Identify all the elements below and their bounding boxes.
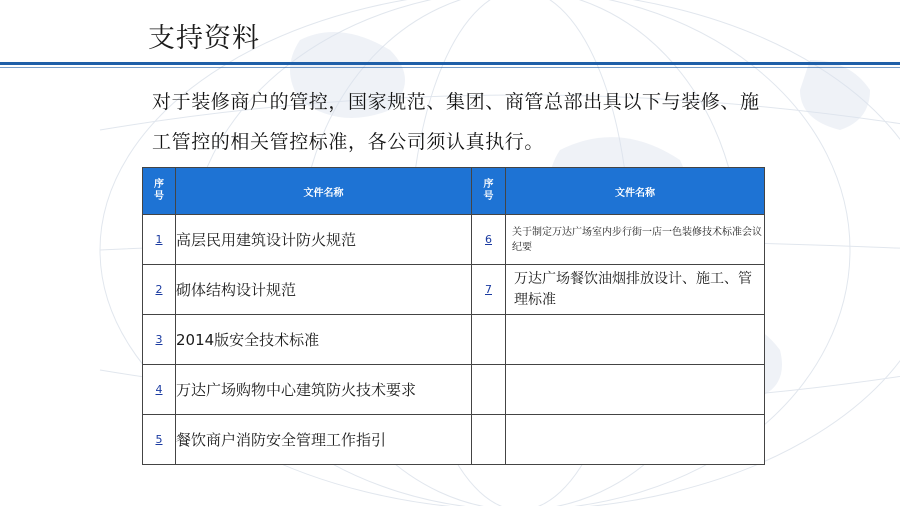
doc-name-cell: 高层民用建筑设计防火规范 (176, 215, 472, 265)
intro-paragraph: 对于装修商户的管控，国家规范、集团、商管总部出具以下与装修、施工管控的相关管控标准，各公司须认真执行。 (152, 91, 760, 153)
table-header-row (143, 168, 765, 215)
title-divider (0, 62, 900, 65)
header-name-right: 文件名称 (506, 168, 765, 215)
doc-link-4[interactable]: 4 (155, 383, 163, 396)
doc-link-2[interactable]: 2 (155, 283, 163, 296)
row-number-cell (143, 415, 176, 465)
doc-name-cell: 砌体结构设计规范 (176, 265, 472, 315)
header-serial-right-text: 序 号 (483, 179, 494, 202)
row-number-cell (143, 265, 176, 315)
title-divider-thin (0, 67, 900, 68)
header-serial-left (143, 168, 176, 215)
doc-name-cell: 2014版安全技术标准 (176, 315, 472, 365)
table-row (143, 365, 765, 415)
row-number-cell (472, 265, 506, 315)
page-title: 支持资料 (148, 23, 260, 54)
row-number-cell (472, 215, 506, 265)
header-serial-right (472, 168, 506, 215)
row-number-cell (472, 365, 506, 415)
header-name-left: 文件名称 (176, 168, 472, 215)
table-row (143, 315, 765, 365)
doc-name-cell: 餐饮商户消防安全管理工作指引 (176, 415, 472, 465)
doc-name-cell: 关于制定万达广场室内步行街一店一色装修技术标准会议纪要 (506, 215, 765, 265)
row-number-cell (472, 415, 506, 465)
doc-name-cell (506, 315, 765, 365)
doc-name-cell: 万达广场购物中心建筑防火技术要求 (176, 365, 472, 415)
documents-table (142, 167, 765, 465)
doc-link-1[interactable]: 1 (155, 233, 163, 246)
doc-name-cell (506, 415, 765, 465)
row-number-cell (143, 215, 176, 265)
doc-name-cell (506, 365, 765, 415)
row-number-cell (143, 315, 176, 365)
doc-link-7[interactable]: 7 (485, 283, 492, 296)
row-number-cell (472, 315, 506, 365)
doc-link-3[interactable]: 3 (155, 333, 163, 346)
doc-link-6[interactable]: 6 (485, 233, 492, 246)
doc-link-5[interactable]: 5 (155, 433, 163, 446)
header-serial-left-text: 序 号 (154, 179, 164, 202)
doc-name-cell: 万达广场餐饮油烟排放设计、施工、管理标准 (506, 265, 765, 315)
row-number-cell (143, 365, 176, 415)
table-row (143, 415, 765, 465)
table-row (143, 215, 765, 265)
table-row (143, 265, 765, 315)
